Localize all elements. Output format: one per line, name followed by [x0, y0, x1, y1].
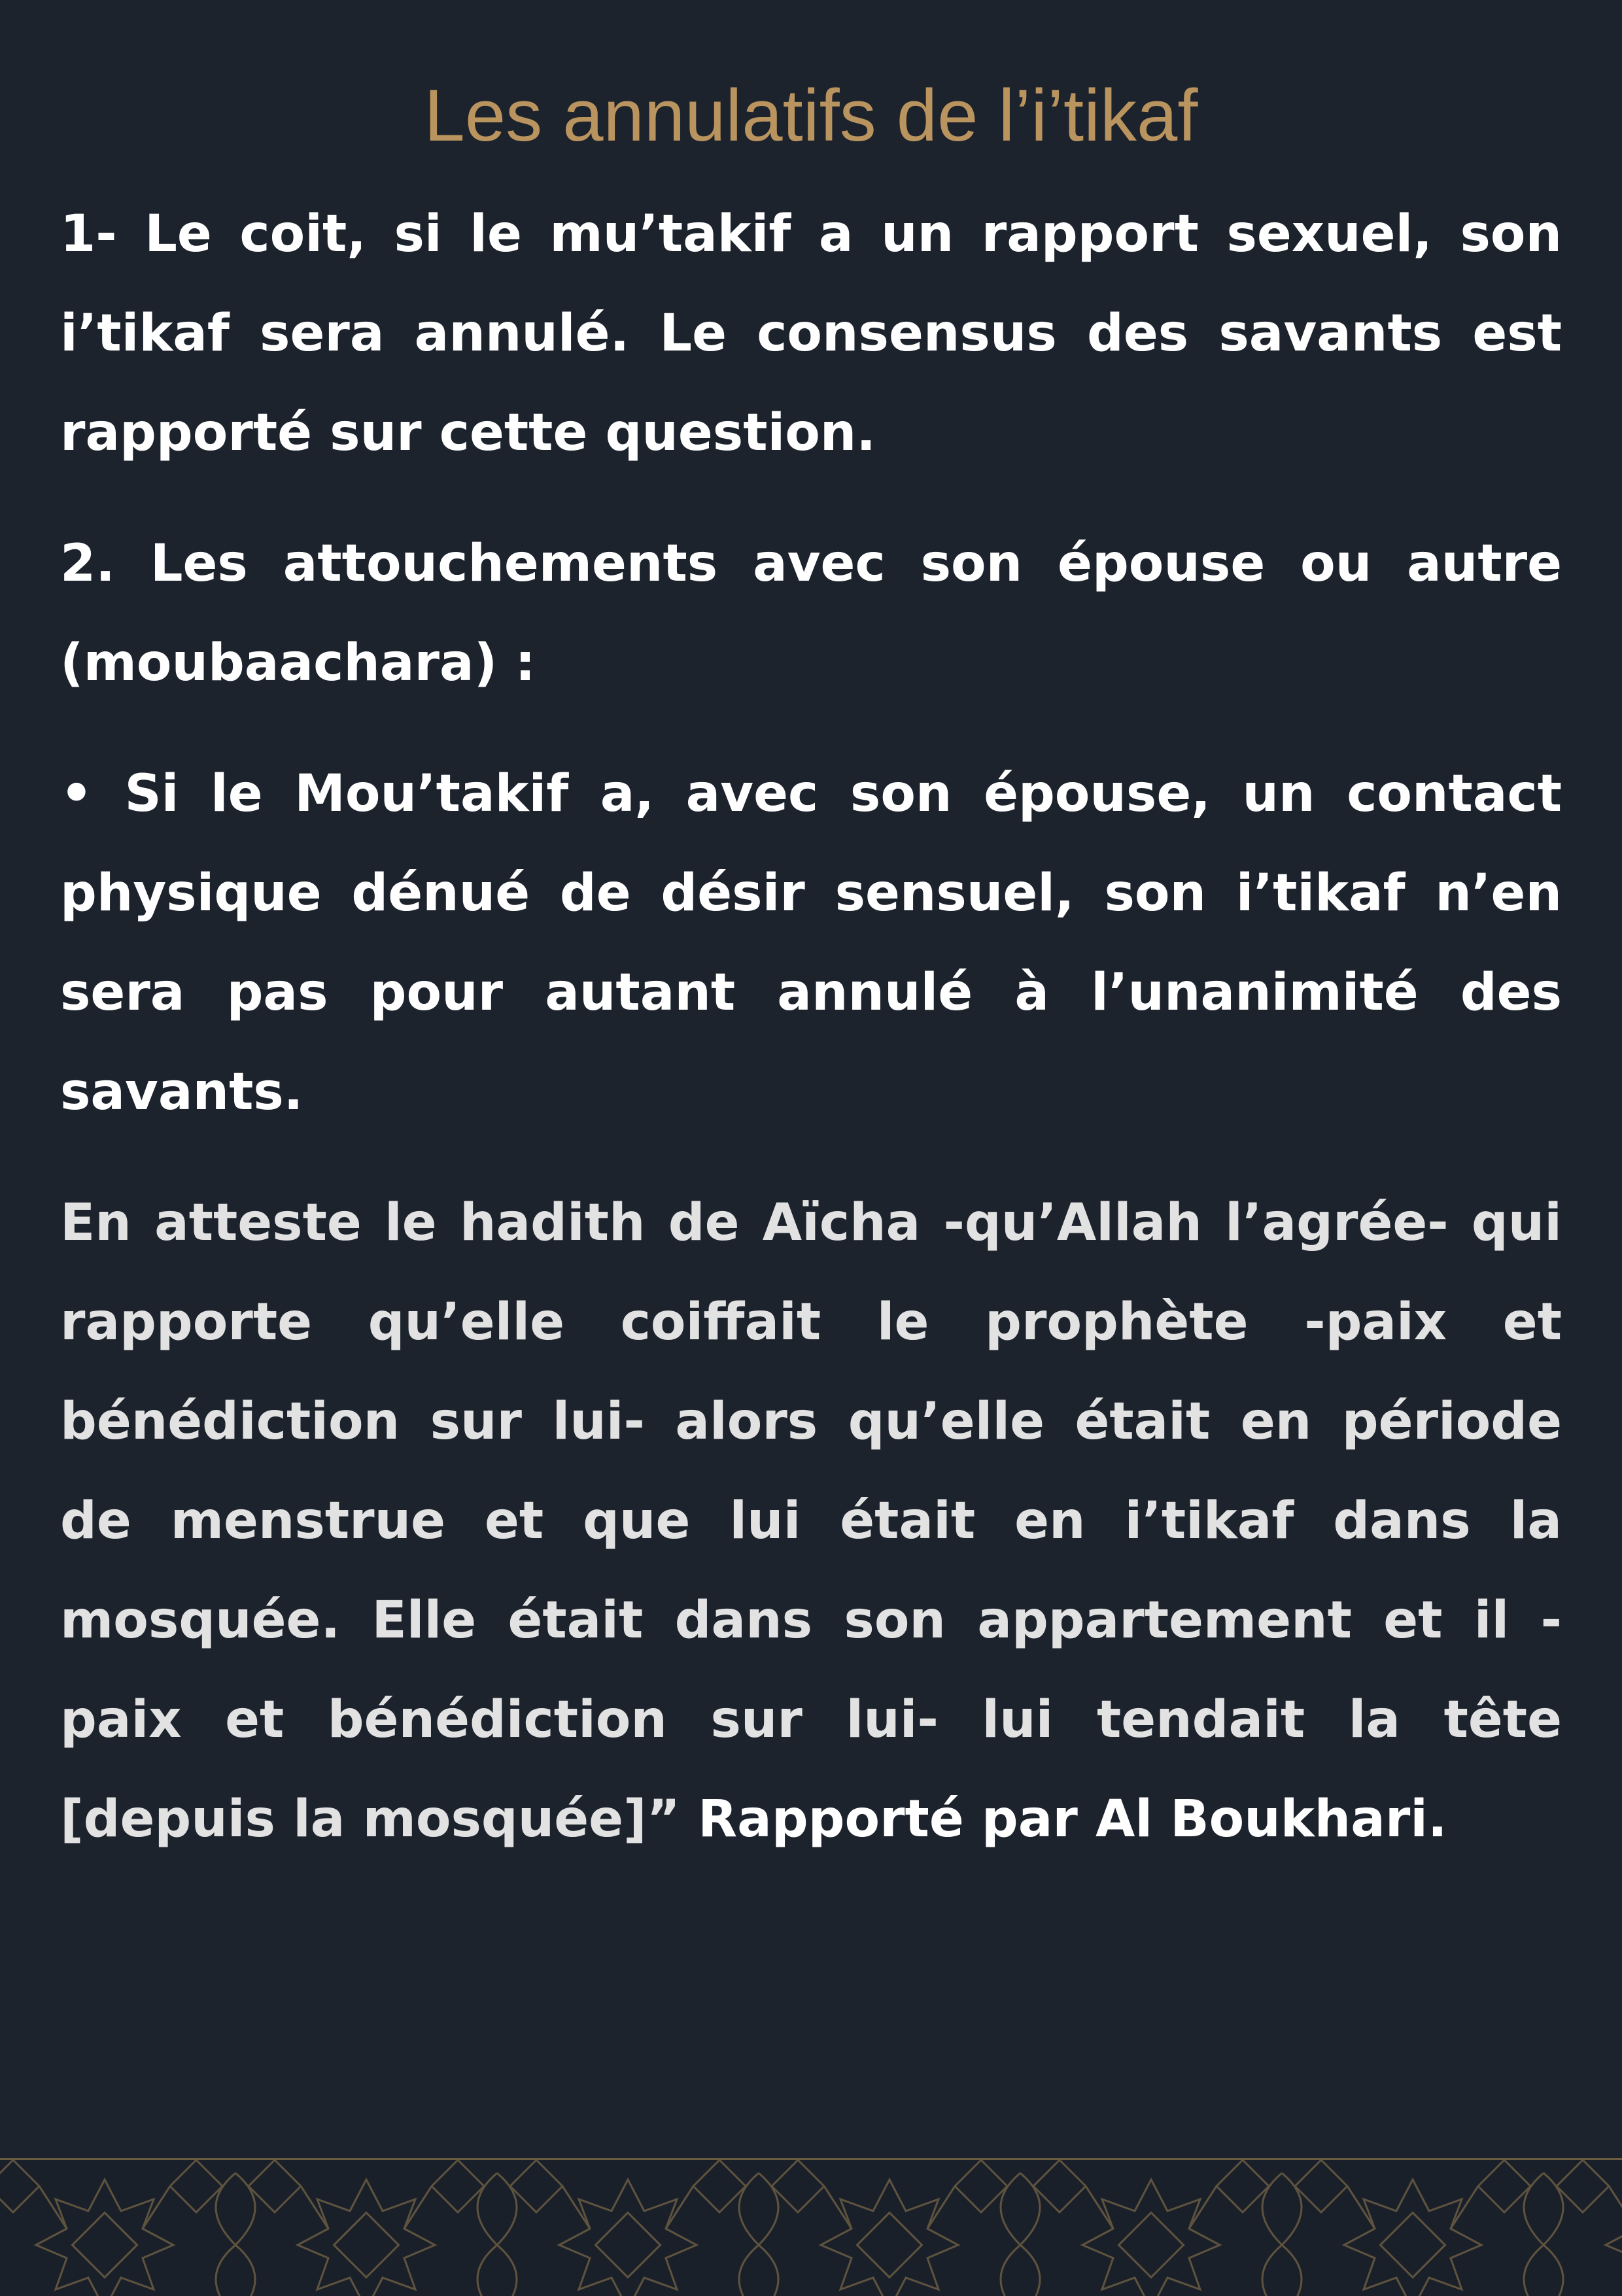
document-body — [60, 184, 1562, 1869]
hadith-source: Rapporté par Al Boukhari. — [680, 1790, 1447, 1849]
geometric-pattern-icon — [0, 2160, 1622, 2296]
decorative-pattern-band — [0, 2158, 1622, 2296]
page-title: Les annulatifs de l’i’tikaf — [424, 75, 1198, 156]
hadith-text: En atteste le hadith de Aïcha -qu’Allah l’agrée- qui rapporte qu’elle coiffait le prophète -paix et bénédiction sur lui- alors qu’elle était en période de menstrue et que lui était en i’tikaf dans la mosquée. Elle était dans son appartement et il -paix et bénédiction sur lui- lui tendait la tête [depuis la mosquée]” — [60, 1193, 1562, 1849]
paragraph-coit: 1- Le coit, si le mu’takif a un rapport sexuel, son i’tikaf sera annulé. Le consensus des savants est rapporté sur cette question. — [60, 205, 1562, 462]
paragraph-attouchements: 2. Les attouchements avec son épouse ou autre (moubaachara) : — [60, 534, 1562, 693]
paragraph-contact-physique: • Si le Mou’takif a, avec son épouse, un contact physique dénué de désir sensuel, son i’tikaf n’en sera pas pour autant annulé à l’unanimité des savants. — [60, 764, 1562, 1122]
paragraph-hadith — [60, 1173, 1562, 1869]
